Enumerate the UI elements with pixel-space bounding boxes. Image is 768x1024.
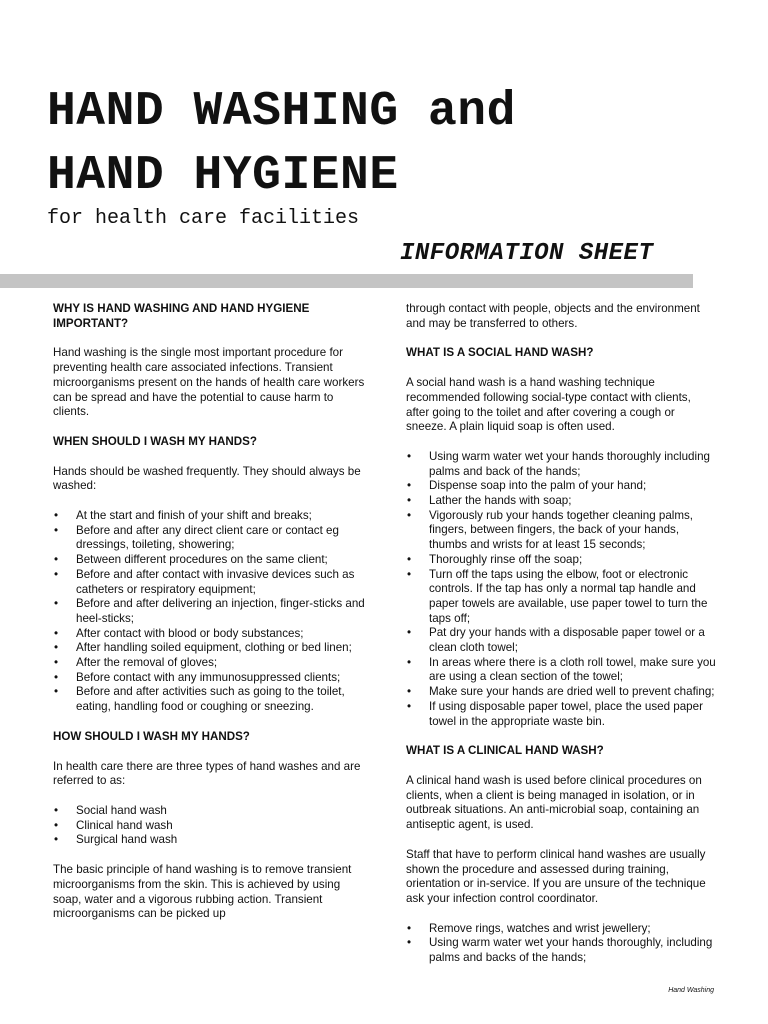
section-heading-when: WHEN SHOULD I WASH MY HANDS? [53, 434, 257, 448]
list-item: • In areas where there is a cloth roll towel, make sure you are using a clean section of the towel; [406, 656, 716, 685]
list-item: • Using warm water wet your hands thoroughly including palms and back of the hands; [406, 450, 716, 479]
left-column [53, 302, 365, 937]
paragraph: Staff that have to perform clinical hand washes are usually shown the procedure and assessed during training, orientation or in-service. If you are unsure of the technique ask your infection control coordinator. [406, 847, 706, 905]
list-item: • Using warm water wet your hands thoroughly, including palms and backs of the hands; [406, 936, 716, 965]
section-heading-why: WHY IS HAND WASHING AND HAND HYGIENE IMPORTANT? [53, 302, 310, 330]
bullet-list-when [53, 509, 365, 715]
list-item: • Before and after any direct client care or contact eg dressings, toileting, showering; [53, 524, 365, 553]
paragraph: In health care there are three types of hand washes and are referred to as: [53, 759, 361, 788]
list-item: • After handling soiled equipment, clothing or bed linen; [53, 641, 365, 656]
list-item: • Remove rings, watches and wrist jewellery; [406, 922, 716, 937]
title-line-1: HAND WASHING and [47, 85, 516, 139]
list-item: • Surgical hand wash [53, 833, 365, 848]
list-item: • Before and after activities such as going to the toilet, eating, handling food or coughing or sneezing. [53, 685, 365, 714]
information-sheet-label: INFORMATION SHEET [400, 240, 654, 267]
list-item: • At the start and finish of your shift and breaks; [53, 509, 365, 524]
list-item: • Pat dry your hands with a disposable paper towel or a clean cloth towel; [406, 626, 716, 655]
paragraph: through contact with people, objects and the environment and may be transferred to others. [406, 302, 700, 330]
list-item: • Before contact with any immunosuppressed clients; [53, 671, 365, 686]
list-item: • After contact with blood or body substances; [53, 627, 365, 642]
list-item: • Before and after delivering an injection, finger-sticks and heel-sticks; [53, 597, 365, 626]
footer-label: Hand Washing [668, 987, 714, 994]
list-item: • After the removal of gloves; [53, 656, 365, 671]
header-divider-bar [0, 274, 693, 288]
list-item: • Thoroughly rinse off the soap; [406, 553, 716, 568]
title-line-2: HAND HYGIENE [47, 149, 399, 203]
list-item: • Between different procedures on the same client; [53, 553, 365, 568]
list-item: • Turn off the taps using the elbow, foot or electronic controls. If the tap has only a normal tap handle and paper towels are available, use paper towel to turn the taps off; [406, 568, 716, 627]
subtitle: for health care facilities [47, 207, 360, 230]
list-item: • Lather the hands with soap; [406, 494, 716, 509]
list-item: • Social hand wash [53, 804, 365, 819]
list-item: • Make sure your hands are dried well to prevent chafing; [406, 685, 716, 700]
paragraph: A social hand wash is a hand washing technique recommended following social-type contact with clients, after going to the toilet and after covering a cough or sneeze. A plain liquid soap is often used. [406, 376, 691, 434]
section-heading-social: WHAT IS A SOCIAL HAND WASH? [406, 346, 594, 360]
list-item: • If using disposable paper towel, place the used paper towel in the appropriate waste bin. [406, 700, 716, 729]
section-heading-clinical: WHAT IS A CLINICAL HAND WASH? [406, 744, 604, 758]
bullet-list-clinical-steps [406, 922, 716, 966]
paragraph: Hand washing is the single most important procedure for preventing health care associated infections. Transient microorganisms present on the hands of health care workers can be spread and have the potential to cause harm to clients. [53, 346, 365, 419]
bullet-list-social-steps [406, 450, 716, 729]
right-column [406, 302, 716, 981]
paragraph: Hands should be washed frequently. They should always be washed: [53, 464, 361, 493]
list-item: • Dispense soap into the palm of your hand; [406, 479, 716, 494]
section-heading-how: HOW SHOULD I WASH MY HANDS? [53, 729, 250, 743]
bullet-list-wash-types [53, 804, 365, 848]
list-item: • Before and after contact with invasive devices such as catheters or respiratory equipment; [53, 568, 365, 597]
paragraph: The basic principle of hand washing is to remove transient microorganisms from the skin. This is achieved by using soap, water and a vigorous rubbing action. Transient microorganisms can be picked up [53, 863, 352, 921]
list-item: • Clinical hand wash [53, 819, 365, 834]
paragraph: A clinical hand wash is used before clinical procedures on clients, when a client is being managed in isolation, or in outbreak situations. An anti-microbial soap, containing an antiseptic agent, is used. [406, 773, 702, 832]
list-item: • Vigorously rub your hands together cleaning palms, fingers, between fingers, the back of your hands, thumbs and wrists for at least 15 seconds; [406, 509, 716, 553]
